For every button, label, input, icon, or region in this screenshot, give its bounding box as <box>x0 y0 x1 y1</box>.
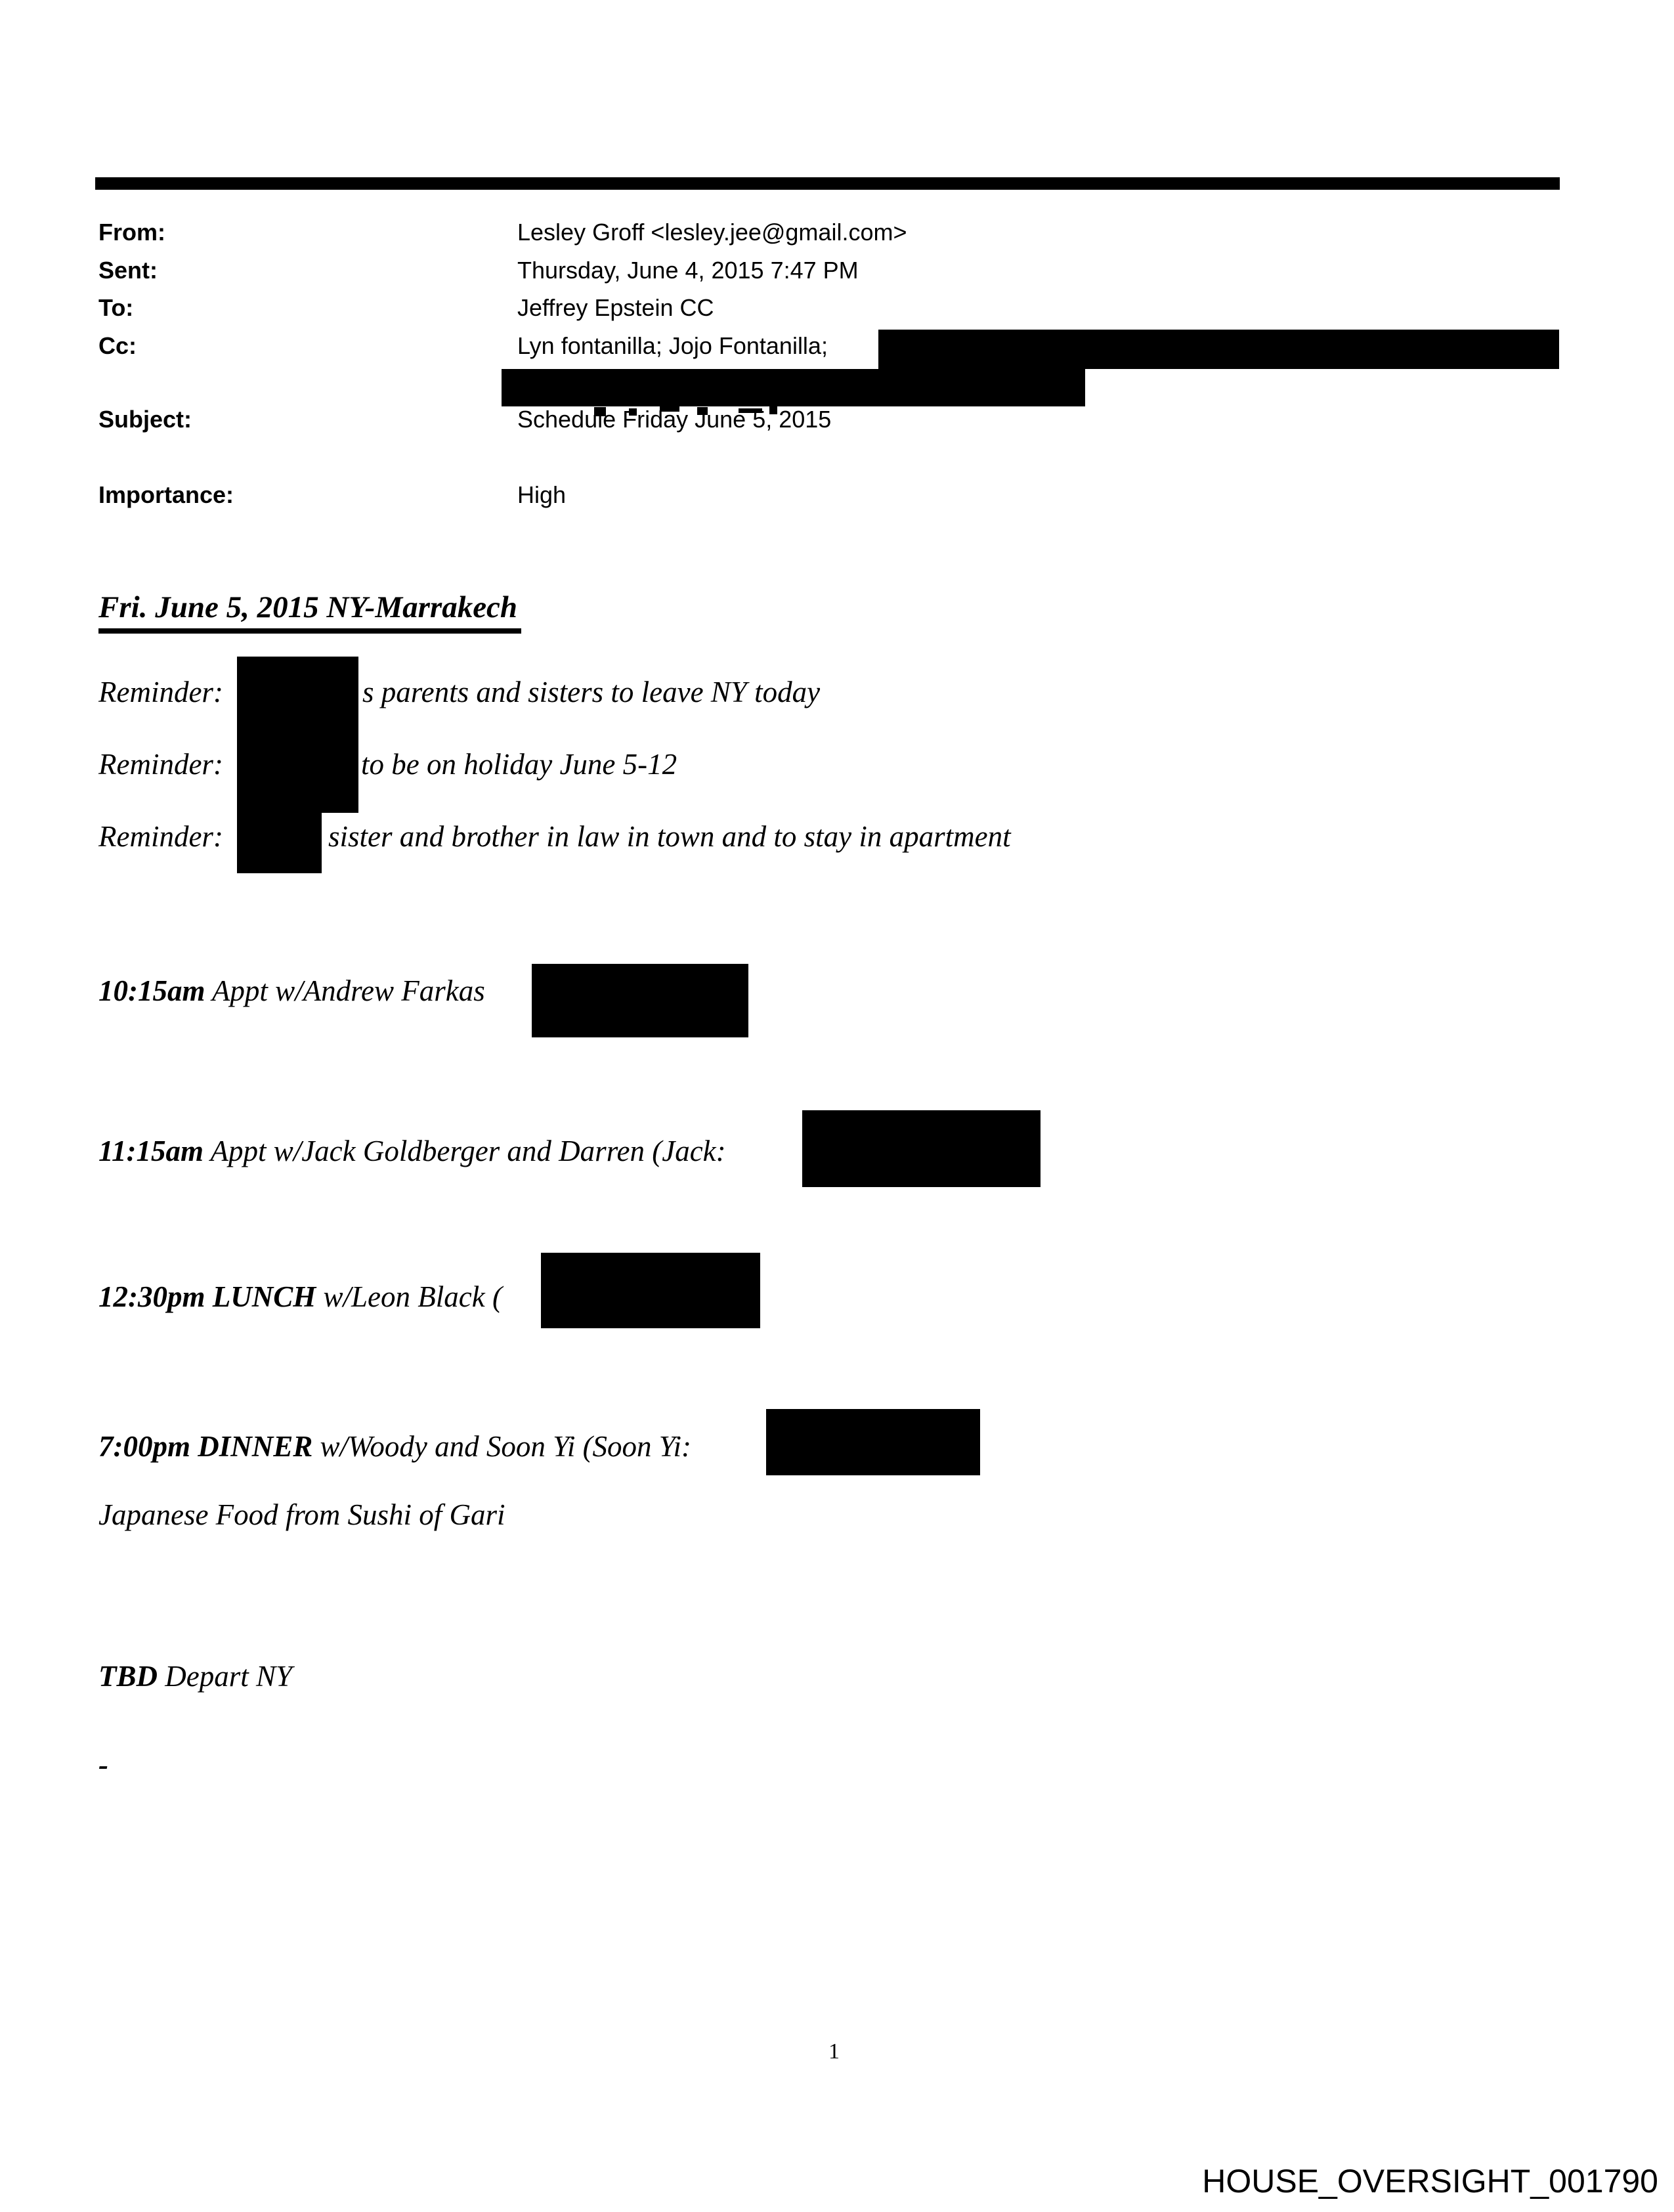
reminder-1-text: s parents and sisters to leave NY today <box>362 676 821 708</box>
trailing-dash: - <box>98 1748 108 1781</box>
cc-label: Cc: <box>98 332 137 359</box>
redaction-box-appt-1115 <box>802 1110 1041 1187</box>
redaction-box-reminders-narrow <box>237 813 322 873</box>
dinner-entry-text: w/Woody and Soon Yi (Soon Yi: <box>312 1430 691 1463</box>
redaction-box-lunch <box>541 1253 760 1328</box>
schedule-day-title: Fri. June 5, 2015 NY-Marrakech <box>98 590 521 634</box>
sent-value: Thursday, June 4, 2015 7:47 PM <box>517 257 859 284</box>
subject-value: Schedule Friday June 5, 2015 <box>517 406 832 433</box>
reminder-1-label: Reminder: <box>98 676 223 708</box>
page-number: 1 <box>828 2039 840 2064</box>
lunch-entry-text: w/Leon Black ( <box>316 1280 502 1313</box>
appointment-1015-time: 10:15am <box>98 974 205 1007</box>
from-label: From: <box>98 219 165 246</box>
sent-label: Sent: <box>98 257 158 284</box>
redaction-box-reminders-wide <box>237 657 358 813</box>
appointment-1115-text: Appt w/Jack Goldberger and Darren (Jack: <box>204 1135 726 1167</box>
tbd-entry <box>98 1659 292 1693</box>
redaction-box-cc-line2 <box>502 369 1085 406</box>
bates-stamp: HOUSE_OVERSIGHT_001790 <box>1202 2163 1658 2200</box>
redaction-box-dinner <box>766 1409 980 1475</box>
header-divider-bar <box>95 177 1560 190</box>
to-label: To: <box>98 294 134 321</box>
food-note: Japanese Food from Sushi of Gari <box>98 1498 505 1531</box>
redaction-box-appt-1015 <box>532 964 748 1037</box>
appointment-1015 <box>98 974 485 1008</box>
importance-label: Importance: <box>98 481 234 508</box>
appointment-1115 <box>98 1134 726 1168</box>
reminder-3-text: sister and brother in law in town and to stay in apartment <box>328 820 1011 853</box>
from-value: Lesley Groff <lesley.jee@gmail.com> <box>517 219 907 246</box>
cc-value: Lyn fontanilla; Jojo Fontanilla; <box>517 332 828 359</box>
redaction-box-cc-line1 <box>878 330 1559 369</box>
reminder-2-label: Reminder: <box>98 748 223 781</box>
reminder-2-text: to be on holiday June 5-12 <box>361 748 677 781</box>
subject-label: Subject: <box>98 406 192 433</box>
lunch-entry <box>98 1280 502 1314</box>
lunch-entry-time: 12:30pm LUNCH <box>98 1280 316 1313</box>
dinner-entry-time: 7:00pm DINNER <box>98 1430 313 1463</box>
to-value: Jeffrey Epstein CC <box>517 294 714 321</box>
tbd-entry-text: Depart NY <box>158 1660 293 1693</box>
tbd-entry-label: TBD <box>98 1660 158 1693</box>
appointment-1015-text: Appt w/Andrew Farkas <box>205 974 485 1007</box>
appointment-1115-time: 11:15am <box>98 1135 204 1167</box>
importance-value: High <box>517 481 567 508</box>
dinner-entry <box>98 1429 691 1464</box>
reminder-3-label: Reminder: <box>98 820 223 853</box>
